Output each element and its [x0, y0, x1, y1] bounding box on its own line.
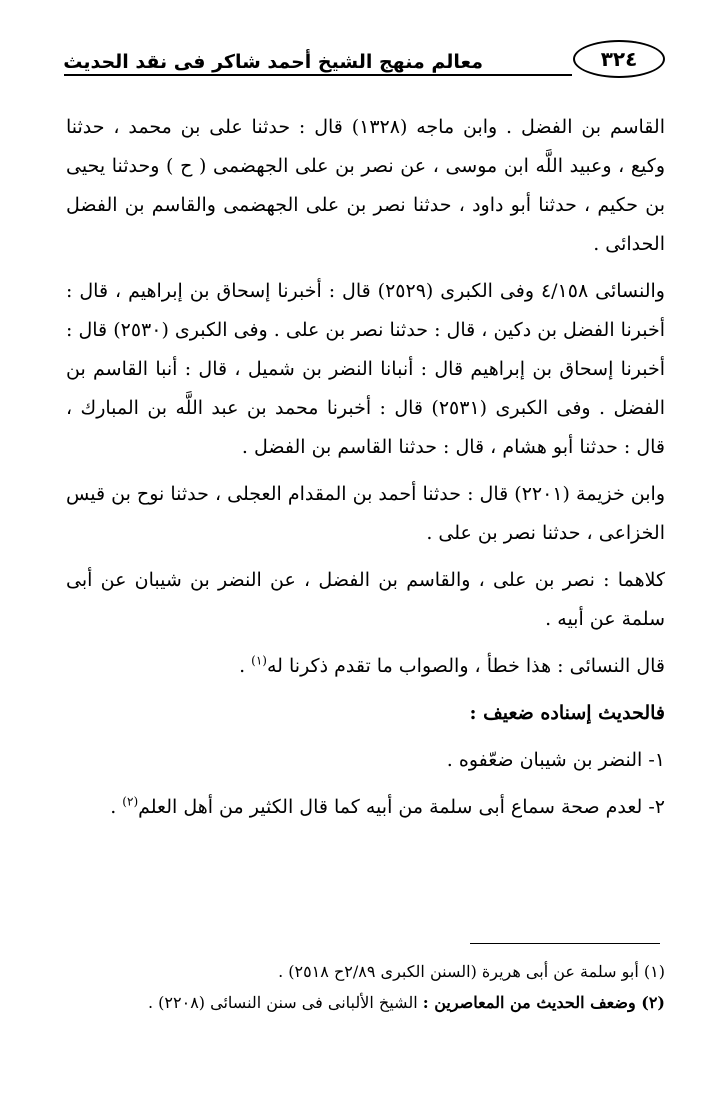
nasai-quote-text: قال النسائى : هذا خطأ ، والصواب ما تقدم ذكرنا له: [266, 655, 665, 677]
footnote-ref-2: (٢): [122, 794, 139, 809]
footnote-text: الشيخ الألبانى فى سنن النسائى (٢٢٠٨) .: [148, 993, 423, 1012]
footnote-lead: (٢) وضعف الحديث من المعاصرين :: [422, 993, 665, 1012]
conclusion-item: [66, 741, 665, 780]
paragraph-both-chains: كلاهما : نصر بن على ، والقاسم بن الفضل ، عن النضر بن شيبان عن أبى سلمة عن أبيه .: [66, 569, 665, 630]
paragraph-nasai: والنسائى ٤/١٥٨ وفى الكبرى (٢٥٢٩) قال : أخبرنا إسحاق بن إبراهيم ، قال : أخبرنا الفضل بن دكين ، قال : حدثنا نصر بن على . وفى الكبرى (٢٥٣٠) قال : أخبرنا إسحاق بن إبراهيم قال : أنبانا النضر بن شميل ، قال : أنبا القاسم بن الفضل . وفى الكبرى (٢٥٣١) قال : أخبرنا محمد بن عبد اللَّه بن المبارك ، قال : حدثنا أبو هشام ، قال : حدثنا القاسم بن الفضل .: [66, 280, 665, 458]
footnotes: [66, 956, 665, 1018]
conclusion-item-end: .: [110, 796, 123, 818]
paragraph-ibn-majah: القاسم بن الفضل . وابن ماجه (١٣٢٨) قال : حدثنا على بن محمد ، حدثنا وكيع ، وعبيد اللَّه ابن موسى ، عن نصر بن على الجهضمى ( ح ) وحدثنا يحيى بن حكيم ، حدثنا أبو داود ، حدثنا نصر بن على الجهضمى والقاسم بن الفضل الحدائى .: [66, 116, 665, 255]
page-number: ٣٢٤: [573, 40, 665, 78]
conclusion-heading: فالحديث إسناده ضعيف :: [469, 702, 665, 724]
main-text: [66, 108, 665, 827]
footnote-1: [66, 956, 665, 987]
conclusion-item: [66, 788, 665, 827]
nasai-quote: [66, 647, 665, 686]
conclusion-item-text: ١- النضر بن شيبان ضعّفوه .: [446, 749, 665, 771]
footnote-separator: [470, 943, 660, 944]
footnote-text: (١) أبو سلمة عن أبى هريرة (السنن الكبرى ٢/٨٩ح ٢٥١٨) .: [278, 962, 665, 981]
nasai-quote-end: .: [239, 655, 252, 677]
running-header-title: معالم منهج الشيخ أحمد شاكر فى نقد الحديث: [63, 51, 483, 73]
header-rule: [64, 74, 572, 76]
footnote-ref-1: (١): [251, 653, 267, 668]
conclusion-item-text: ٢- لعدم صحة سماع أبى سلمة من أبيه كما قال الكثير من أهل العلم: [138, 796, 665, 818]
paragraph-ibn-khuzaymah: وابن خزيمة (٢٢٠١) قال : حدثنا أحمد بن المقدام العجلى ، حدثنا نوح بن قيس الخزاعى ، حدثنا نصر بن على .: [66, 483, 665, 544]
footnote-2: [66, 987, 665, 1018]
